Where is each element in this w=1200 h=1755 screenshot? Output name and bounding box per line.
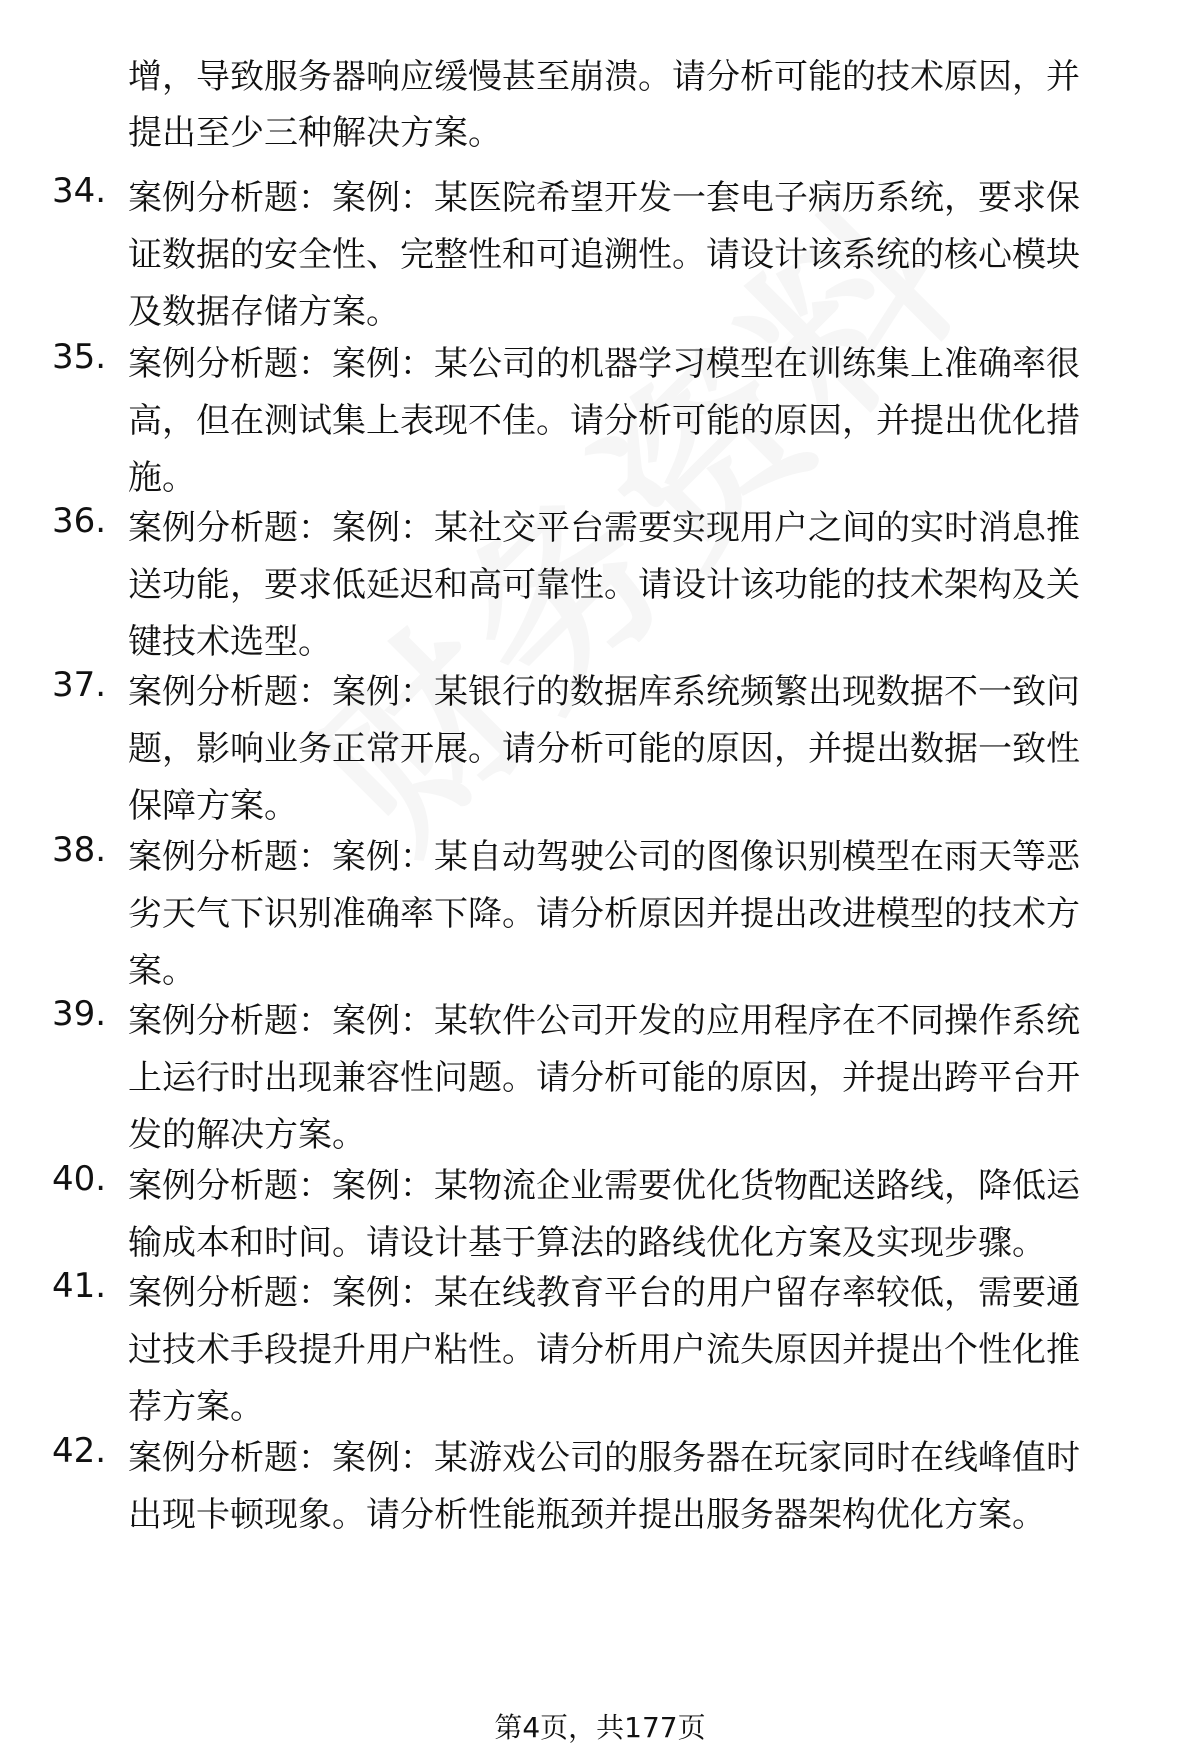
question-number: 39. [52, 994, 107, 1034]
question-line: 上运行时出现兼容性问题。请分析可能的原因，并提出跨平台开 [128, 1058, 1080, 1098]
question-line: 证数据的安全性、完整性和可追溯性。请设计该系统的核心模块 [128, 235, 1080, 275]
question-line: 保障方案。 [128, 786, 298, 826]
question-line: 案例分析题：案例：某软件公司开发的应用程序在不同操作系统 [128, 1001, 1080, 1041]
question-line: 送功能，要求低延迟和高可靠性。请设计该功能的技术架构及关 [128, 565, 1080, 605]
question-line: 案例分析题：案例：某银行的数据库系统频繁出现数据不一致问 [128, 672, 1080, 712]
question-line: 题，影响业务正常开展。请分析可能的原因，并提出数据一致性 [128, 729, 1080, 769]
page-footer: 第4页，共177页 [494, 1711, 706, 1744]
continuation-line-1: 增，导致服务器响应缓慢甚至崩溃。请分析可能的技术原因，并 [128, 57, 1080, 97]
question-number: 36. [52, 501, 107, 541]
question-line: 案例分析题：案例：某自动驾驶公司的图像识别模型在雨天等恶 [128, 837, 1080, 877]
question-number: 35. [52, 337, 107, 377]
question-line: 劣天气下识别准确率下降。请分析原因并提出改进模型的技术方 [128, 894, 1080, 934]
question-line: 荐方案。 [128, 1387, 264, 1427]
question-line: 案例分析题：案例：某在线教育平台的用户留存率较低，需要通 [128, 1273, 1080, 1313]
question-line: 施。 [128, 458, 196, 498]
question-line: 过技术手段提升用户粘性。请分析用户流失原因并提出个性化推 [128, 1330, 1080, 1370]
question-line: 案例分析题：案例：某游戏公司的服务器在玩家同时在线峰值时 [128, 1438, 1080, 1478]
question-line: 键技术选型。 [128, 622, 332, 662]
continuation-line-2: 提出至少三种解决方案。 [128, 113, 502, 153]
question-number: 37. [52, 665, 107, 705]
question-line: 案例分析题：案例：某物流企业需要优化货物配送路线，降低运 [128, 1166, 1080, 1206]
question-number: 40. [52, 1159, 107, 1199]
question-line: 输成本和时间。请设计基于算法的路线优化方案及实现步骤。 [128, 1223, 1046, 1263]
question-line: 案例分析题：案例：某医院希望开发一套电子病历系统，要求保 [128, 178, 1080, 218]
question-line: 案。 [128, 951, 196, 991]
question-line: 高，但在测试集上表现不佳。请分析可能的原因，并提出优化措 [128, 401, 1080, 441]
question-number: 34. [52, 171, 107, 211]
question-line: 及数据存储方案。 [128, 292, 400, 332]
question-line: 发的解决方案。 [128, 1115, 366, 1155]
question-line: 案例分析题：案例：某公司的机器学习模型在训练集上准确率很 [128, 344, 1080, 384]
question-line: 案例分析题：案例：某社交平台需要实现用户之间的实时消息推 [128, 508, 1080, 548]
question-number: 41. [52, 1266, 107, 1306]
question-line: 出现卡顿现象。请分析性能瓶颈并提出服务器架构优化方案。 [128, 1495, 1046, 1535]
question-number: 42. [52, 1431, 107, 1471]
question-number: 38. [52, 830, 107, 870]
